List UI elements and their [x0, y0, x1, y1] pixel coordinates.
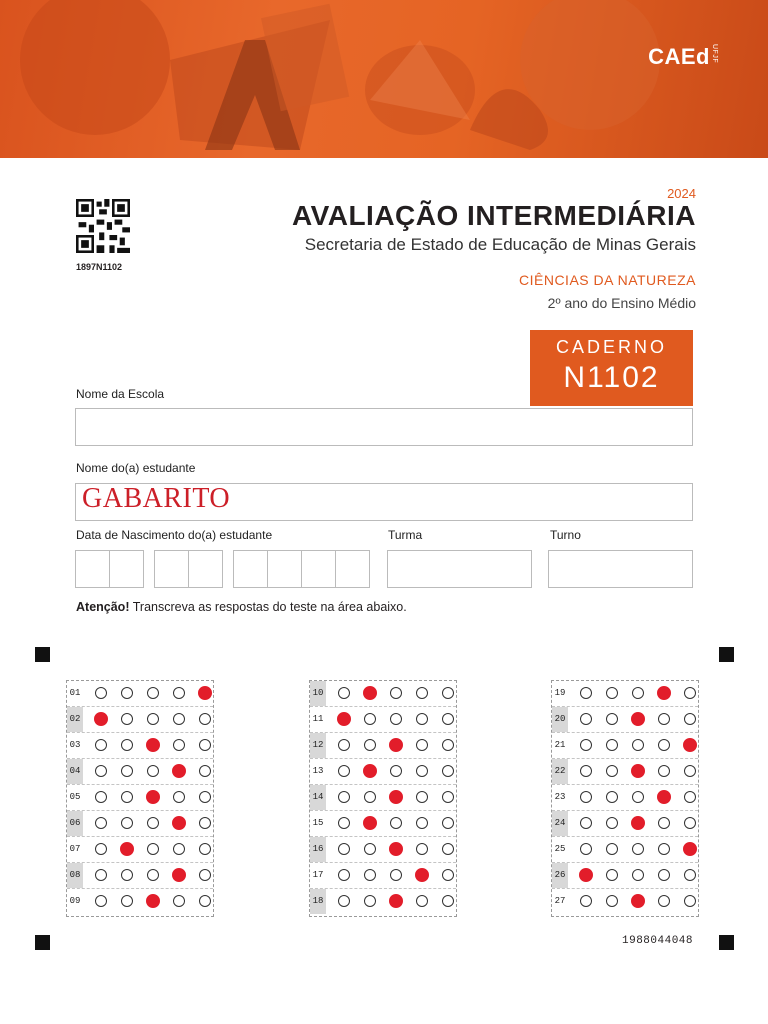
answer-bubble[interactable] [338, 869, 350, 881]
answer-bubble-marked[interactable] [415, 868, 429, 882]
answer-bubble[interactable] [199, 713, 211, 725]
answer-bubble-marked[interactable] [172, 764, 186, 778]
birth-date-label: Data de Nascimento do(a) estudante [76, 528, 273, 542]
answer-column-1 [66, 680, 214, 917]
answer-bubble[interactable] [95, 843, 107, 855]
question-number: 15 [312, 818, 324, 828]
school-name-label: Nome da Escola [76, 387, 165, 401]
answer-bubble-marked[interactable] [337, 712, 351, 726]
answer-bubble[interactable] [338, 791, 350, 803]
question-number: 09 [69, 896, 81, 906]
answer-row [552, 863, 698, 889]
answer-bubble[interactable] [580, 895, 592, 907]
answer-bubble[interactable] [121, 817, 133, 829]
caderno-label: CADERNO [555, 337, 667, 357]
answer-bubble[interactable] [147, 765, 159, 777]
answer-bubble[interactable] [658, 843, 670, 855]
birth-day-digit[interactable] [109, 550, 144, 588]
answer-bubble[interactable] [416, 739, 428, 751]
answer-bubble[interactable] [338, 687, 350, 699]
question-number: 04 [67, 759, 83, 784]
answer-bubble[interactable] [580, 791, 592, 803]
question-number: 06 [67, 811, 83, 836]
question-number: 14 [310, 785, 326, 810]
answer-bubble[interactable] [416, 713, 428, 725]
answer-bubble[interactable] [442, 843, 454, 855]
attention-note: Atenção! Transcreva as respostas do teste na área abaixo. [76, 600, 407, 614]
answer-bubble-marked[interactable] [683, 842, 697, 856]
answer-bubble[interactable] [121, 895, 133, 907]
answer-bubble[interactable] [364, 869, 376, 881]
answer-row [552, 681, 698, 707]
registration-mark [35, 935, 50, 950]
answer-bubble[interactable] [173, 713, 185, 725]
answer-bubble[interactable] [147, 713, 159, 725]
answer-column-3 [551, 680, 699, 917]
year: 2024 [667, 186, 696, 201]
answer-bubble[interactable] [173, 791, 185, 803]
class-label: Turma [388, 528, 423, 542]
answer-bubble[interactable] [658, 739, 670, 751]
answer-row [552, 889, 698, 915]
answer-bubble[interactable] [606, 713, 618, 725]
answer-bubble[interactable] [684, 687, 696, 699]
answer-bubble[interactable] [606, 895, 618, 907]
answer-bubble[interactable] [580, 713, 592, 725]
answer-row [310, 889, 456, 915]
answer-row [310, 707, 456, 733]
answer-bubble[interactable] [121, 791, 133, 803]
serial-number: 1988044048 [622, 935, 694, 947]
answer-bubble[interactable] [199, 765, 211, 777]
answer-bubble[interactable] [338, 817, 350, 829]
question-number: 22 [552, 759, 568, 784]
answer-bubble-marked[interactable] [389, 894, 403, 908]
answer-bubble[interactable] [121, 739, 133, 751]
birth-year-digit[interactable] [233, 550, 268, 588]
page-title: AVALIAÇÃO INTERMEDIÁRIA [291, 200, 696, 231]
answer-bubble[interactable] [684, 791, 696, 803]
answer-bubble-marked[interactable] [146, 894, 160, 908]
answer-bubble[interactable] [658, 765, 670, 777]
answer-bubble-marked[interactable] [363, 764, 377, 778]
answer-row [67, 759, 213, 785]
birth-year-digit[interactable] [335, 550, 370, 588]
question-number: 12 [310, 733, 326, 758]
answer-bubble-marked[interactable] [683, 738, 697, 752]
answer-bubble[interactable] [658, 817, 670, 829]
answer-bubble[interactable] [442, 687, 454, 699]
question-number: 18 [310, 889, 326, 914]
registration-mark [35, 647, 50, 662]
answer-bubble[interactable] [442, 713, 454, 725]
answer-bubble[interactable] [173, 739, 185, 751]
answer-bubble[interactable] [442, 739, 454, 751]
answer-bubble[interactable] [632, 843, 644, 855]
answer-bubble-marked[interactable] [94, 712, 108, 726]
registration-mark [719, 647, 734, 662]
answer-bubble-marked[interactable] [631, 816, 645, 830]
question-number: 07 [69, 844, 81, 854]
qr-code-label: 1897N1102 [76, 262, 123, 272]
answer-bubble[interactable] [147, 687, 159, 699]
answer-bubble-marked[interactable] [657, 686, 671, 700]
shift-label: Turno [550, 528, 581, 542]
answer-bubble[interactable] [658, 713, 670, 725]
question-number: 26 [552, 863, 568, 888]
answer-row [310, 681, 456, 707]
answer-row [310, 837, 456, 863]
answer-bubble[interactable] [121, 869, 133, 881]
birth-year-digit[interactable] [267, 550, 302, 588]
answer-bubble[interactable] [364, 713, 376, 725]
answer-bubble[interactable] [338, 765, 350, 777]
answer-bubble[interactable] [684, 895, 696, 907]
answer-bubble[interactable] [147, 869, 159, 881]
answer-bubble[interactable] [199, 843, 211, 855]
answer-bubble-marked[interactable] [631, 712, 645, 726]
answer-bubble-marked[interactable] [146, 738, 160, 752]
answer-bubble-marked[interactable] [363, 686, 377, 700]
answer-bubble[interactable] [390, 687, 402, 699]
question-number: 11 [312, 714, 324, 724]
answer-bubble[interactable] [364, 791, 376, 803]
question-number: 05 [69, 792, 81, 802]
answer-bubble[interactable] [416, 791, 428, 803]
answer-bubble[interactable] [95, 895, 107, 907]
answer-bubble[interactable] [416, 765, 428, 777]
answer-bubble[interactable] [684, 765, 696, 777]
answer-bubble-marked[interactable] [389, 842, 403, 856]
answer-bubble[interactable] [390, 869, 402, 881]
answer-bubble-marked[interactable] [631, 764, 645, 778]
question-number: 10 [310, 681, 326, 706]
shift-field[interactable] [548, 550, 693, 588]
answer-bubble-marked[interactable] [198, 686, 212, 700]
class-field[interactable] [387, 550, 532, 588]
answer-bubble[interactable] [442, 895, 454, 907]
answer-bubble[interactable] [684, 869, 696, 881]
answer-bubble[interactable] [606, 843, 618, 855]
caed-logo: CAEdUFJF [648, 44, 718, 69]
answer-bubble[interactable] [95, 765, 107, 777]
answer-bubble-marked[interactable] [389, 790, 403, 804]
question-number: 25 [554, 844, 566, 854]
answer-bubble[interactable] [121, 687, 133, 699]
answer-row [552, 733, 698, 759]
answer-bubble[interactable] [658, 895, 670, 907]
answer-bubble[interactable] [606, 791, 618, 803]
answer-bubble[interactable] [658, 869, 670, 881]
question-number: 13 [312, 766, 324, 776]
answer-bubble[interactable] [684, 817, 696, 829]
answer-bubble[interactable] [121, 765, 133, 777]
answer-bubble[interactable] [606, 739, 618, 751]
answer-bubble[interactable] [632, 869, 644, 881]
question-number: 27 [554, 896, 566, 906]
answer-bubble[interactable] [173, 895, 185, 907]
page-subtitle: Secretaria de Estado de Educação de Minas Gerais [304, 235, 696, 254]
student-name-label: Nome do(a) estudante [76, 461, 196, 475]
answer-bubble[interactable] [606, 687, 618, 699]
answer-bubble-marked[interactable] [389, 738, 403, 752]
birth-year-digit[interactable] [301, 550, 336, 588]
question-number: 17 [312, 870, 324, 880]
answer-bubble-marked[interactable] [363, 816, 377, 830]
answer-bubble[interactable] [416, 843, 428, 855]
answer-bubble-marked[interactable] [146, 790, 160, 804]
answer-bubble[interactable] [147, 817, 159, 829]
grade-level: 2º ano do Ensino Médio [547, 295, 696, 311]
answer-bubble[interactable] [580, 739, 592, 751]
answer-bubble[interactable] [442, 869, 454, 881]
birth-month-digit[interactable] [188, 550, 223, 588]
answer-bubble[interactable] [390, 713, 402, 725]
answer-bubble[interactable] [364, 739, 376, 751]
answer-row [67, 733, 213, 759]
birth-day-digit[interactable] [75, 550, 110, 588]
answer-bubble[interactable] [684, 713, 696, 725]
school-name-field[interactable] [75, 408, 693, 446]
answer-row [552, 759, 698, 785]
answer-row [310, 759, 456, 785]
answer-bubble[interactable] [606, 765, 618, 777]
answer-row [310, 863, 456, 889]
question-number: 16 [310, 837, 326, 862]
answer-bubble[interactable] [632, 739, 644, 751]
answer-row [310, 785, 456, 811]
question-number: 19 [554, 688, 566, 698]
answer-row [310, 733, 456, 759]
registration-mark [719, 935, 734, 950]
caderno-code: N1102 [563, 361, 660, 394]
question-number: 02 [67, 707, 83, 732]
answer-bubble[interactable] [416, 895, 428, 907]
answer-bubble[interactable] [199, 895, 211, 907]
answer-bubble[interactable] [173, 687, 185, 699]
header-banner [0, 0, 768, 158]
answer-bubble[interactable] [364, 895, 376, 907]
answer-bubble-marked[interactable] [657, 790, 671, 804]
answer-bubble[interactable] [95, 791, 107, 803]
answer-bubble[interactable] [95, 739, 107, 751]
question-number: 23 [554, 792, 566, 802]
answer-row [67, 707, 213, 733]
answer-bubble[interactable] [199, 791, 211, 803]
answer-row [552, 785, 698, 811]
question-number: 21 [554, 740, 566, 750]
question-number: 24 [552, 811, 568, 836]
answer-row [67, 681, 213, 707]
caderno-badge [530, 330, 693, 406]
answer-bubble[interactable] [416, 687, 428, 699]
answer-column-2 [309, 680, 457, 917]
answer-row [552, 837, 698, 863]
answer-bubble[interactable] [121, 713, 133, 725]
answer-bubble-marked[interactable] [631, 894, 645, 908]
answer-bubble[interactable] [147, 843, 159, 855]
answer-row [67, 811, 213, 837]
answer-bubble[interactable] [580, 817, 592, 829]
answer-row [310, 811, 456, 837]
answer-bubble[interactable] [442, 791, 454, 803]
answer-row [552, 707, 698, 733]
answer-bubble[interactable] [442, 817, 454, 829]
answer-bubble[interactable] [632, 687, 644, 699]
answer-bubble[interactable] [580, 687, 592, 699]
answer-bubble-marked[interactable] [172, 868, 186, 882]
answer-bubble[interactable] [95, 687, 107, 699]
answer-bubble[interactable] [338, 843, 350, 855]
answer-bubble[interactable] [338, 739, 350, 751]
answer-bubble[interactable] [173, 843, 185, 855]
answer-row [67, 785, 213, 811]
answer-row [67, 889, 213, 915]
answer-bubble[interactable] [199, 869, 211, 881]
answer-bubble[interactable] [390, 765, 402, 777]
answer-bubble[interactable] [580, 843, 592, 855]
answer-bubble[interactable] [199, 817, 211, 829]
answer-bubble[interactable] [199, 739, 211, 751]
birth-month-digit[interactable] [154, 550, 189, 588]
answer-bubble[interactable] [606, 869, 618, 881]
banner-artwork [0, 0, 768, 158]
answer-bubble[interactable] [606, 817, 618, 829]
question-number: 01 [69, 688, 81, 698]
answer-bubble-marked[interactable] [120, 842, 134, 856]
answer-row [67, 837, 213, 863]
answer-bubble-marked[interactable] [172, 816, 186, 830]
answer-row [552, 811, 698, 837]
question-number: 20 [552, 707, 568, 732]
question-number: 03 [69, 740, 81, 750]
answer-bubble[interactable] [580, 765, 592, 777]
answer-bubble[interactable] [442, 765, 454, 777]
subject: CIÊNCIAS DA NATUREZA [519, 272, 696, 288]
answer-bubble-marked[interactable] [579, 868, 593, 882]
answer-bubble[interactable] [416, 817, 428, 829]
student-name-value: GABARITO [82, 483, 231, 514]
answer-bubble[interactable] [632, 791, 644, 803]
answer-row [67, 863, 213, 889]
question-number: 08 [67, 863, 83, 888]
answer-bubble[interactable] [364, 843, 376, 855]
answer-bubble[interactable] [338, 895, 350, 907]
qr-code-icon [76, 199, 130, 253]
answer-bubble[interactable] [95, 869, 107, 881]
answer-bubble[interactable] [390, 817, 402, 829]
answer-bubble[interactable] [95, 817, 107, 829]
